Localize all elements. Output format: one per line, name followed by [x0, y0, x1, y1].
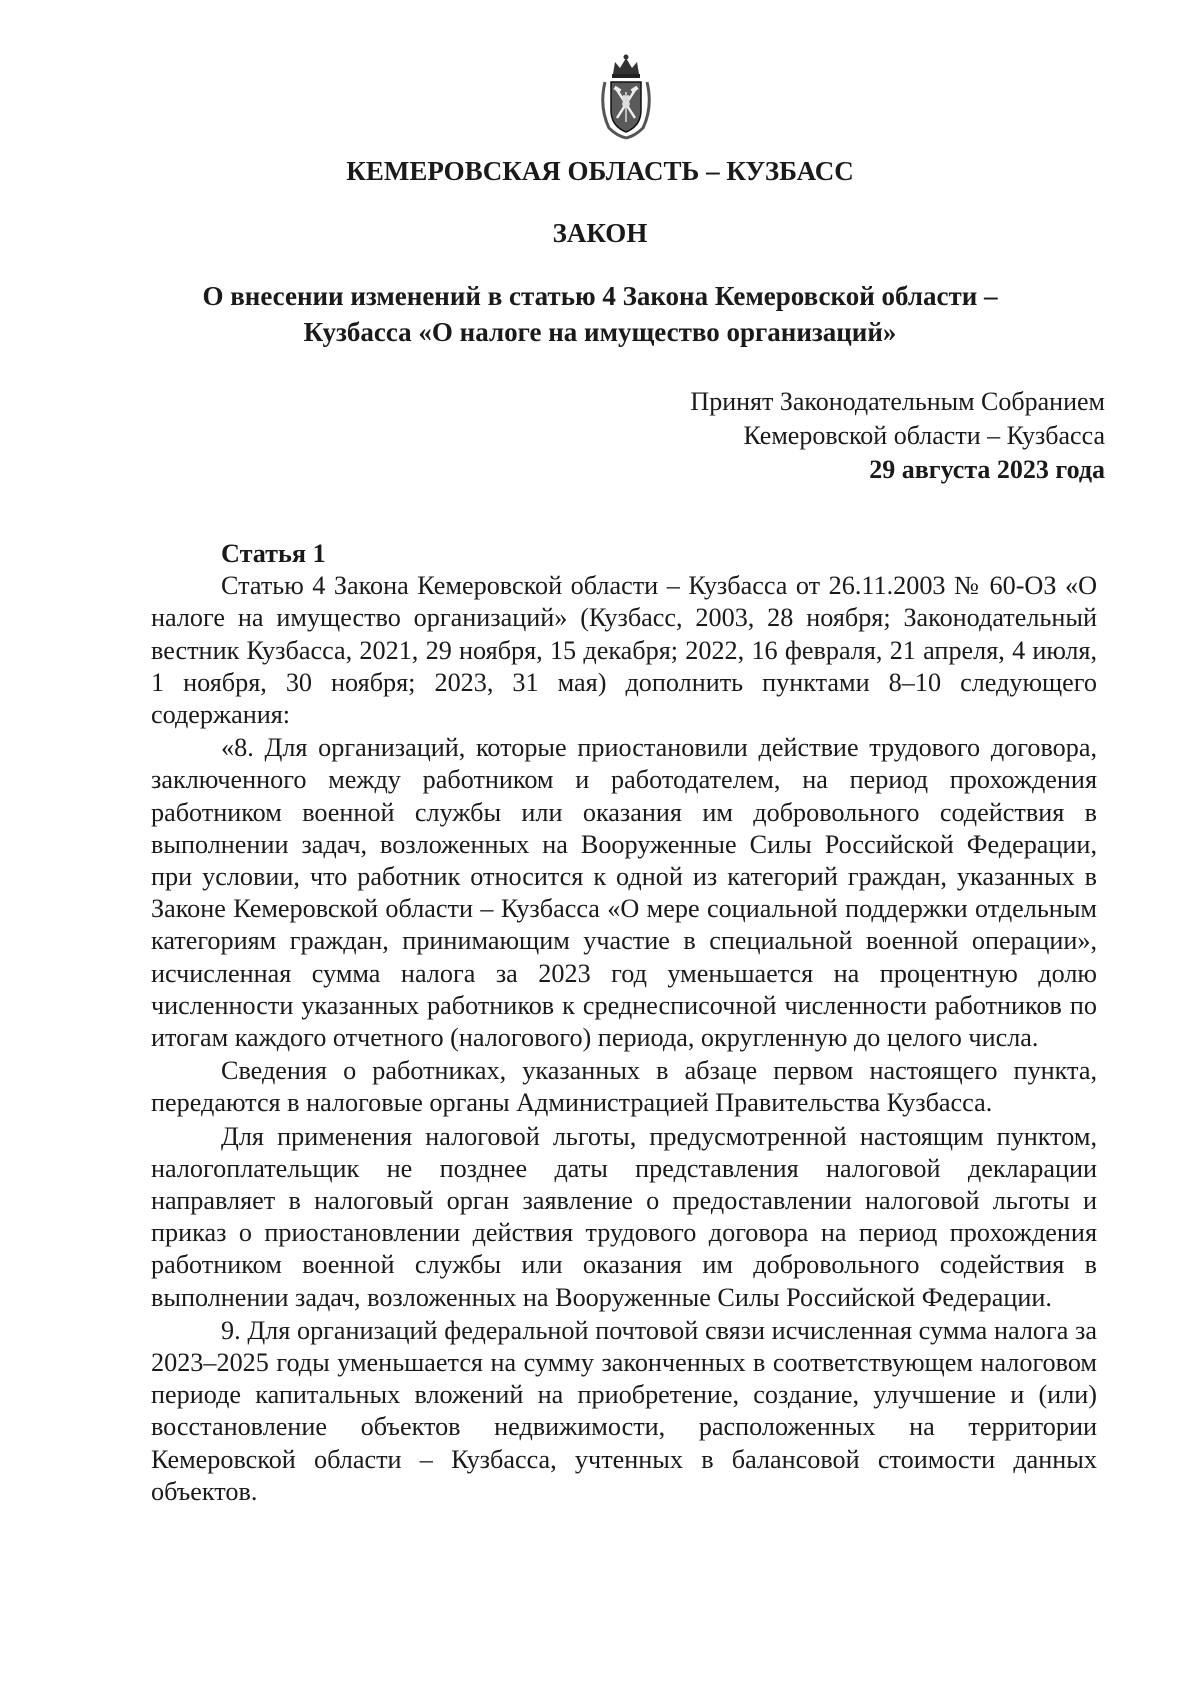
adoption-date: 29 августа 2023 года	[869, 455, 1105, 484]
adoption-line-1: Принят Законодательным Собранием	[690, 387, 1105, 416]
article-paragraph: Сведения о работниках, указанных в абзаце первом настоящего пункта, передаются в налоговые органы Администрацией Правительства Кузбасса.	[151, 1056, 1097, 1118]
adoption-block	[690, 385, 1105, 487]
coat-of-arms-icon	[595, 52, 657, 140]
adoption-line-2: Кемеровской области – Кузбасса	[743, 421, 1105, 450]
law-title-line-1: О внесении изменений в статью 4 Закона Кемеровской области –	[202, 281, 998, 311]
law-title-line-2: Кузбасса «О налоге на имущество организаций»	[303, 317, 897, 347]
law-title	[150, 278, 1050, 350]
article-paragraph: Статью 4 Закона Кемеровской области – Кузбасса от 26.11.2003 № 60-ОЗ «О налоге на имущество организаций» (Кузбасс, 2003, 28 ноября; Законодательный вестник Кузбасса, 2021, 29 ноября, 15 декабря; 2022, 16 февраля, 21 апреля, 4 июля, 1 ноября, 30 ноября; 2023, 31 мая) дополнить пунктами 8–10 следующего содержания:	[151, 571, 1097, 730]
document-type: ЗАКОН	[552, 218, 648, 248]
article-paragraph: «8. Для организаций, которые приостановили действие трудового договора, заключенного между работником и работодателем, на период прохождения работником военной службы или оказания им добровольного содействия в выполнении задач, возложенных на Вооруженные Силы Российской Федерации, при условии, что работник относится к одной из категорий граждан, указанных в Законе Кемеровской области – Кузбасса «О мере социальной поддержки отдельным категориям граждан, принимающим участие в специальной военной операции», исчисленная сумма налога за 2023 год уменьшается на процентную долю численности указанных работников к среднесписочной численности работников по итогам каждого отчетного (налогового) периода, округленную до целого числа.	[151, 733, 1097, 1053]
article-body	[151, 538, 1097, 1508]
article-paragraph: 9. Для организаций федеральной почтовой связи исчисленная сумма налога за 2023–2025 годы уменьшается на сумму законченных в соответствующем налоговом периоде капитальных вложений на приобретение, создание, улучшение и (или) восстановление объектов недвижимости, расположенных на территории Кемеровской области – Кузбасса, учтенных в балансовой стоимости данных объектов.	[151, 1315, 1097, 1506]
region-name: КЕМЕРОВСКАЯ ОБЛАСТЬ – КУЗБАСС	[346, 156, 854, 186]
article-heading: Статья 1	[221, 539, 326, 568]
article-paragraph: Для применения налоговой льготы, предусмотренной настоящим пунктом, налогоплательщик не позднее даты представления налоговой декларации направляет в налоговый орган заявление о предоставлении налоговой льготы и приказ о приостановлении действия трудового договора на период прохождения работником военной службы или оказания им добровольного содействия в выполнении задач, возложенных на Вооруженные Силы Российской Федерации.	[151, 1121, 1097, 1312]
